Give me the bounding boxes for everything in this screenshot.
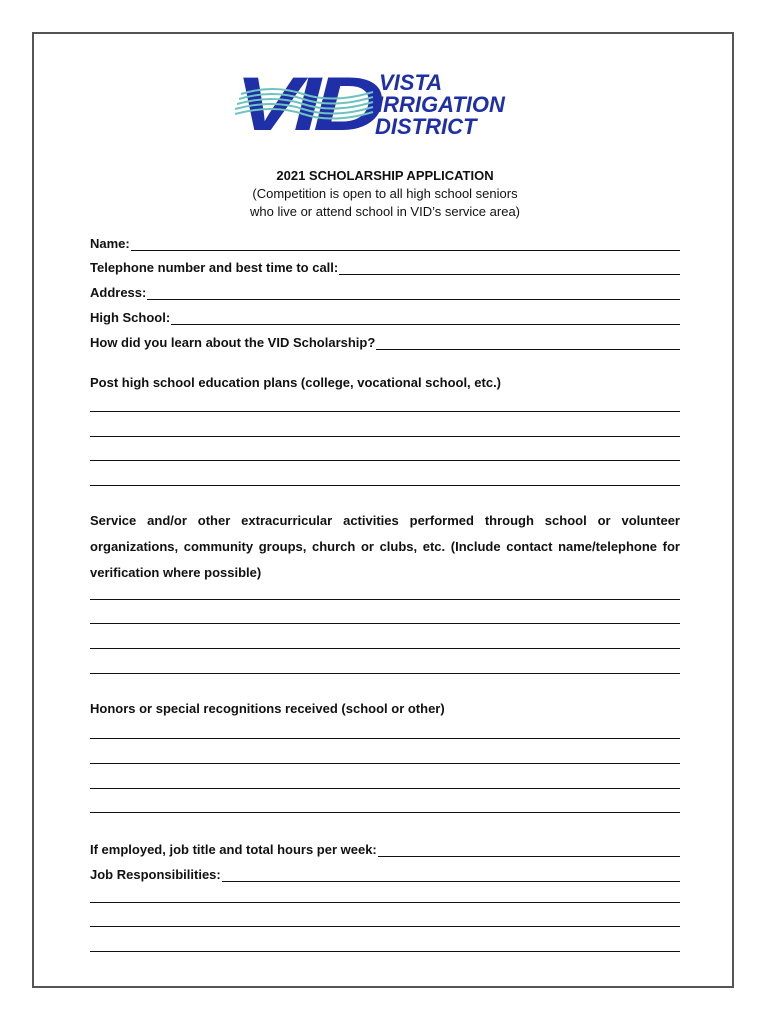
answer-line[interactable] — [90, 599, 680, 600]
logo-line3: DISTRICT — [375, 114, 477, 138]
service-question: Service and/or other extracurricular activities performed through school or volunteer organizations, community groups, church or clubs, etc. (Include contact name/telephone for verification where possible) — [90, 513, 680, 580]
answer-line[interactable] — [90, 902, 680, 903]
job-responsibilities-label: Job Responsibilities: — [90, 867, 221, 882]
logo-line2: IRRIGATION — [377, 92, 505, 117]
answer-line[interactable] — [90, 951, 680, 952]
logo-line1: VISTA — [379, 70, 443, 95]
post-high-school-question: Post high school education plans (college, vocational school, etc.) — [90, 375, 502, 390]
telephone-label: Telephone number and best time to call: — [90, 260, 339, 275]
name-input-line[interactable] — [131, 236, 680, 251]
high-school-label: High School: — [90, 310, 171, 325]
how-learned-label: How did you learn about the VID Scholarship? — [90, 335, 376, 350]
address-field[interactable] — [90, 282, 680, 300]
answer-line[interactable] — [90, 460, 680, 461]
answer-line[interactable] — [90, 926, 680, 927]
job-responsibilities-field[interactable] — [90, 864, 680, 882]
honors-question: Honors or special recognitions received (school or other) — [90, 701, 445, 716]
logo-mark: VID — [235, 66, 383, 138]
name-field[interactable] — [90, 233, 680, 251]
answer-line[interactable] — [90, 623, 680, 624]
answer-line[interactable] — [90, 485, 680, 486]
answer-line[interactable] — [90, 788, 680, 789]
telephone-field[interactable] — [90, 257, 680, 275]
job-responsibilities-input-line[interactable] — [222, 867, 680, 882]
high-school-field[interactable] — [90, 307, 680, 325]
job-title-field[interactable] — [90, 839, 680, 857]
answer-line[interactable] — [90, 738, 680, 739]
page-title: 2021 SCHOLARSHIP APPLICATION — [276, 168, 494, 183]
answer-line[interactable] — [90, 411, 680, 412]
vid-logo — [233, 66, 533, 138]
job-title-label: If employed, job title and total hours per week: — [90, 842, 377, 857]
subtitle-line-1: (Competition is open to all high school seniors — [252, 186, 518, 201]
name-label: Name: — [90, 236, 130, 251]
telephone-input-line[interactable] — [339, 260, 680, 275]
answer-line[interactable] — [90, 436, 680, 437]
header — [0, 167, 770, 221]
answer-line[interactable] — [90, 812, 680, 813]
answer-line[interactable] — [90, 763, 680, 764]
address-input-line[interactable] — [147, 285, 680, 300]
address-label: Address: — [90, 285, 147, 300]
subtitle-line-2: who live or attend school in VID’s service area) — [250, 204, 520, 219]
answer-line[interactable] — [90, 673, 680, 674]
how-learned-input-line[interactable] — [376, 335, 680, 350]
high-school-input-line[interactable] — [171, 310, 680, 325]
answer-line[interactable] — [90, 648, 680, 649]
job-title-input-line[interactable] — [378, 842, 680, 857]
how-learned-field[interactable] — [90, 332, 680, 350]
